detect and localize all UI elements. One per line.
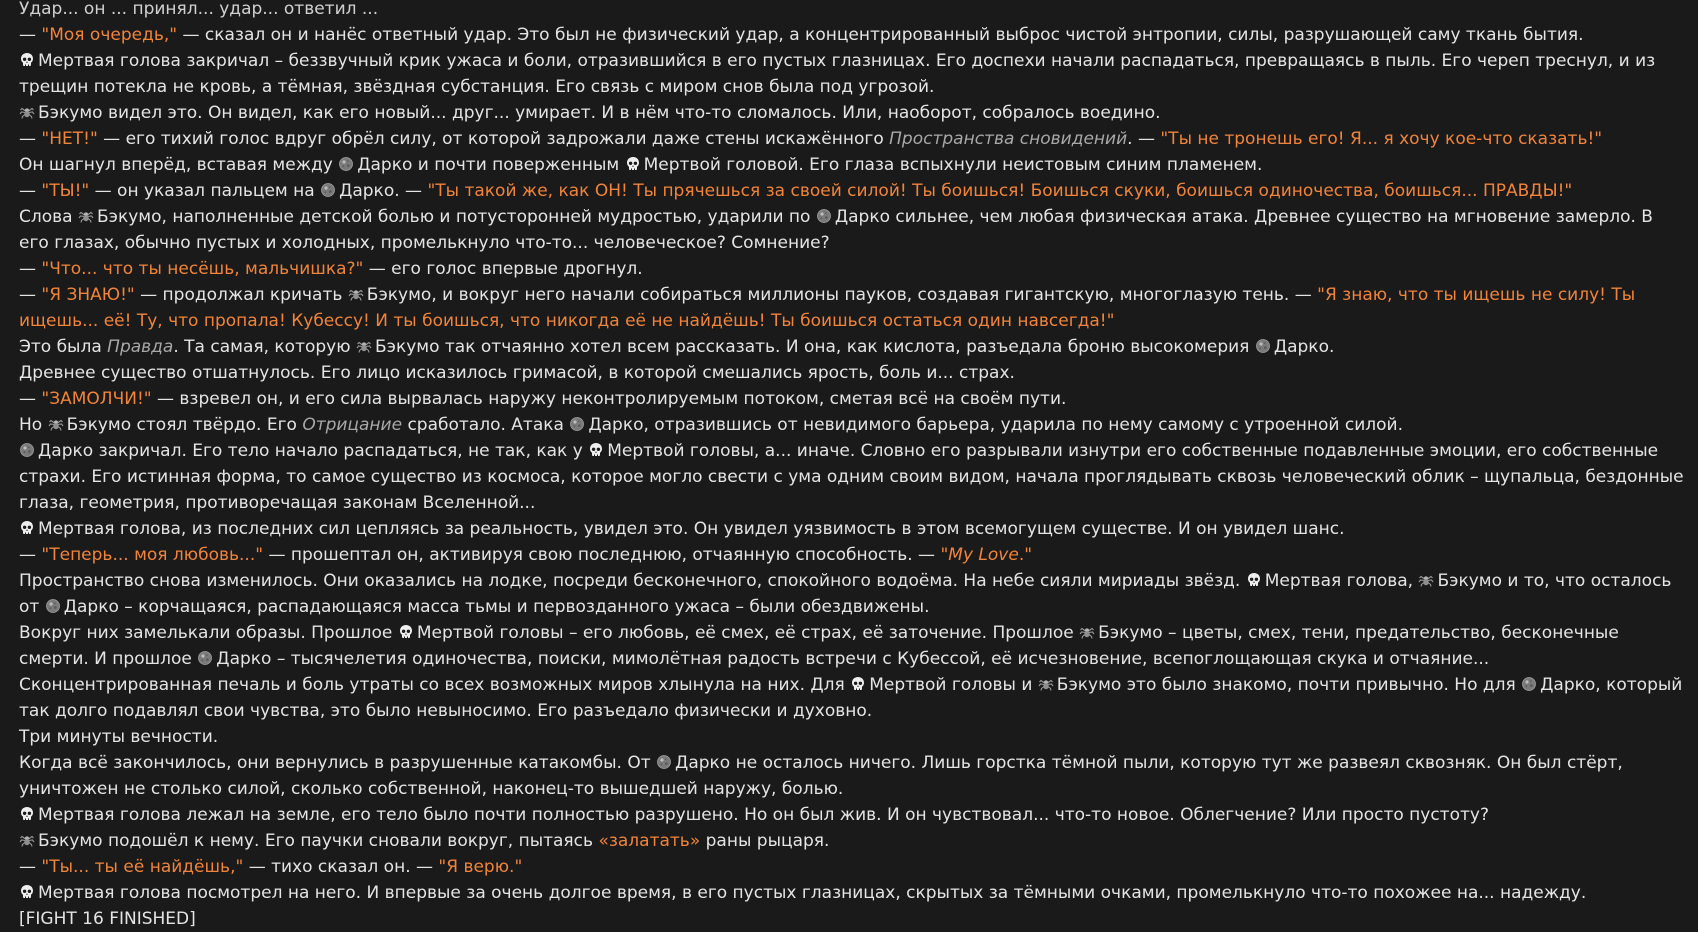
dialogue-quote: «залатать» — [598, 831, 701, 851]
narration-text: — взревел он, и его сила вырвалась наружу неконтролируемым потоком, сметая всё на своём пути. — [151, 389, 1067, 409]
orb-icon — [656, 754, 672, 770]
log-line — [19, 516, 1687, 542]
narration-text: Дарко закричал. Его тело начало распадаться, не так, как у — [38, 441, 589, 461]
dialogue-quote: "Ты не тронешь его! Я... я хочу кое-что сказать!" — [1160, 129, 1603, 149]
narration-text: Дарко – корчащаяся, распадающаяся масса тьмы и первозданного ужаса – были обездвижены. — [63, 597, 930, 617]
emphasis-term: Отрицание — [302, 415, 403, 435]
narration-text: Бэкумо, и вокруг него начали собираться миллионы пауков, создавая гигантскую, многоглазую тень. — — [366, 285, 1318, 305]
log-line — [19, 126, 1687, 152]
log-line — [19, 906, 1687, 932]
narration-text: — он указал пальцем на — [89, 181, 321, 201]
narration-text: — его голос впервые дрогнул. — [363, 259, 643, 279]
narration-text: — прошептал он, активируя свою последнюю, отчаянную способность. — — [263, 545, 941, 565]
dialogue-quote: " — [940, 545, 949, 565]
narration-text: — тихо сказал он. — — [243, 857, 439, 877]
skull-icon — [1246, 572, 1262, 588]
dialogue-quote: "Я знаю, что ты ищешь не силу! Ты ищешь... её! Ту, что пропала! Кубессу! И ты боишься, что никогда её не найдёшь! Ты боишься остаться один навсегда!" — [19, 285, 1636, 331]
narration-text: — — [19, 857, 42, 877]
narration-text: — — [19, 285, 42, 305]
narration-text: — продолжал кричать — [134, 285, 348, 305]
narration-text: Сконцентрированная печаль и боль утраты со всех возможных миров хлынула на них. Для — [19, 675, 851, 695]
dialogue-quote: "ТЫ!" — [41, 181, 90, 201]
log-line — [19, 204, 1687, 256]
narration-text: Дарко и почти поверженным — [357, 155, 625, 175]
spider-icon — [1079, 624, 1095, 640]
orb-icon — [320, 182, 336, 198]
narration-text: Дарко, отразившись от невидимого барьера, ударила по нему самому с утроенной силой. — [588, 415, 1403, 435]
narration-text: Три минуты вечности. — [19, 727, 219, 747]
dialogue-quote: "Я верю." — [438, 857, 523, 877]
chat-log — [19, 0, 1687, 932]
narration-text: Бэкумо подошёл к нему. Его паучки сновали вокруг, пытаясь — [38, 831, 599, 851]
log-line — [19, 620, 1687, 672]
narration-text: Бэкумо – цветы, смех, тени, предательство, бесконечные смерти. И прошлое — [19, 623, 1619, 669]
log-line — [19, 828, 1687, 854]
narration-text: раны рыцаря. — [700, 831, 830, 851]
log-line — [19, 256, 1687, 282]
narration-text: Бэкумо и то, что осталось от — [19, 571, 1672, 617]
emphasis-term: Пространства сновидений — [889, 129, 1128, 149]
narration-text: Мертвой головы – его любовь, её смех, её страх, её заточение. Прошлое — [416, 623, 1080, 643]
dialogue-quote: "Что... что ты несёшь, мальчишка?" — [41, 259, 364, 279]
log-line — [19, 568, 1687, 620]
narration-text: Мертвой головой. Его глаза вспыхнули неистовым синим пламенем. — [643, 155, 1263, 175]
log-line — [19, 48, 1687, 100]
skull-icon — [398, 624, 414, 640]
spider-icon — [78, 208, 94, 224]
narration-text: Мертвой головы, а... иначе. Словно его разрывали изнутри его собственные подавленные эмоции, его собственные страхи. Его истинная форма, то самое существо из космоса, которое могло свести с ума одним своим видом, начала проглядывать сквозь человеческий облик – щупальца, бездонные глаза, геометрия, противоречащая законам Вселенной... — [19, 441, 1684, 513]
spider-icon — [356, 338, 372, 354]
orb-icon — [19, 442, 35, 458]
spider-icon — [48, 416, 64, 432]
dialogue-quote: "Ты... ты её найдёшь," — [41, 857, 244, 877]
log-line — [19, 178, 1687, 204]
narration-text: Когда всё закончилось, они вернулись в разрушенные катакомбы. От — [19, 753, 657, 773]
narration-text: Дарко – тысячелетия одиночества, поиски, мимолётная радость встречи с Кубессой, её исчезновение, всепоглощающая скука и отчаяние... — [216, 649, 1490, 669]
narration-text: — его тихий голос вдруг обрёл силу, от которой задрожали даже стены искажённого — [97, 129, 890, 149]
orb-icon — [569, 416, 585, 432]
narration-text: — — [19, 25, 42, 45]
log-line — [19, 750, 1687, 802]
narration-text: Древнее существо отшатнулось. Его лицо исказилось гримасой, в которой смешались ярость, боль и... страх. — [19, 363, 1015, 383]
narration-text: Мертвая голова, из последних сил цепляясь за реальность, увидел это. Он увидел уязвимость в этом всемогущем существе. И он увидел шанс. — [38, 519, 1345, 539]
narration-text: Мертвая голова посмотрел на него. И впервые за очень долгое время, в его пустых глазницах, скрытых за тёмными очками, промелькнуло что-то похожее на... надежду. — [38, 883, 1587, 903]
orb-icon — [816, 208, 832, 224]
narration-text: . Та самая, которую — [173, 337, 356, 357]
narration-text: Но — [19, 415, 48, 435]
log-line — [19, 152, 1687, 178]
skull-icon — [19, 52, 35, 68]
log-line — [19, 542, 1687, 568]
narration-text: Дарко. — — [339, 181, 428, 201]
narration-text: Бэкумо видел это. Он видел, как его новый... друг... умирает. И в нём что-то сломалось. Или, наоборот, собралось воедино. — [38, 103, 1161, 123]
log-line — [19, 360, 1687, 386]
log-line — [19, 802, 1687, 828]
narration-text: Бэкумо так отчаянно хотел всем рассказать. И она, как кислота, разъедала броню высокомерия — [374, 337, 1255, 357]
narration-text: Мертвая голова лежал на земле, его тело было почти полностью разрушено. Но он был жив. И он чувствовал... что-то новое. Облегчение? Или просто пустоту? — [38, 805, 1489, 825]
emphasis-term: Правда — [107, 337, 174, 357]
narration-text: — — [19, 259, 42, 279]
log-line — [19, 386, 1687, 412]
log-line — [19, 854, 1687, 880]
dialogue-quote: ." — [1018, 545, 1033, 565]
dialogue-quote: "Теперь... моя любовь..." — [41, 545, 264, 565]
orb-icon — [45, 598, 61, 614]
narration-text: Он шагнул вперёд, вставая между — [19, 155, 339, 175]
narration-text: Дарко. — [1273, 337, 1335, 357]
skull-icon — [19, 806, 35, 822]
narration-text: Бэкумо это было знакомо, почти привычно. Но для — [1056, 675, 1522, 695]
narration-text: Бэкумо, наполненные детской болью и потусторонней мудростью, ударили по — [96, 207, 816, 227]
narration-text: Мертвой головы и — [869, 675, 1038, 695]
log-line — [19, 672, 1687, 724]
orb-icon — [338, 156, 354, 172]
orb-icon — [1255, 338, 1271, 354]
narration-text: — — [19, 389, 42, 409]
log-line — [19, 412, 1687, 438]
dialogue-quote: "Ты такой же, как ОН! Ты прячешься за своей силой! Ты боишься! Боишься скуки, боишься одиночества, боишься... ПРАВДЫ!" — [427, 181, 1573, 201]
narration-text: . — — [1127, 129, 1161, 149]
narration-text: — — [19, 545, 42, 565]
spider-icon — [1038, 676, 1054, 692]
narration-text: Дарко сильнее, чем любая физическая атака. Древнее существо на мгновение замерло. В его глазах, обычно пустых и холодных, промелькнуло что-то... человеческое? Сомнение? — [19, 207, 1653, 253]
dialogue-quote: "НЕТ!" — [41, 129, 98, 149]
log-line — [19, 880, 1687, 906]
narration-text: — — [19, 181, 42, 201]
log-line — [19, 100, 1687, 126]
narration-text: Вокруг них замелькали образы. Прошлое — [19, 623, 398, 643]
orb-icon — [1521, 676, 1537, 692]
narration-text: сработало. Атака — [402, 415, 570, 435]
narration-text: Мертвая голова закричал – беззвучный крик ужаса и боли, отразившийся в его пустых глазницах. Его доспехи начали распадаться, превращаясь в пыль. Его череп треснул, и из трещин потекла не кровь, а тёмная, звёздная субстанция. Его связь с миром снов была под угрозой. — [19, 51, 1656, 97]
dialogue-quote: "Я ЗНАЮ!" — [41, 285, 135, 305]
skull-icon — [19, 884, 35, 900]
log-line — [19, 282, 1687, 334]
skull-icon — [588, 442, 604, 458]
dialogue-quote: "ЗАМОЛЧИ!" — [41, 389, 152, 409]
narration-text: [FIGHT 16 FINISHED] — [19, 909, 196, 929]
spider-icon — [1418, 572, 1434, 588]
narration-text: Дарко, который так долго подавлял свои чувства, это было невыносимо. Его разъедало физически и духовно. — [19, 675, 1683, 721]
narration-text: Это была — [19, 337, 108, 357]
log-line — [19, 22, 1687, 48]
dialogue-quote: "Моя очередь," — [41, 25, 178, 45]
log-line — [19, 724, 1687, 750]
log-line — [19, 334, 1687, 360]
ability-name: My Love — [948, 545, 1019, 565]
skull-icon — [19, 520, 35, 536]
narration-text: Пространство снова изменилось. Они оказались на лодке, посреди бесконечного, спокойного водоёма. На небе сияли мириады звёзд. — [19, 571, 1246, 591]
skull-icon — [625, 156, 641, 172]
log-line — [19, 438, 1687, 516]
orb-icon — [197, 650, 213, 666]
narration-text: Дарко не осталось ничего. Лишь горстка тёмной пыли, которую тут же развеял сквозняк. Он был стёрт, уничтожен не столько силой, сколько собственной, наконец-то вышедшей наружу, болью. — [19, 753, 1623, 799]
narration-text: Удар... он ... принял... удар... ответил ... — [19, 0, 379, 19]
spider-icon — [348, 286, 364, 302]
spider-icon — [19, 104, 35, 120]
narration-text: — — [19, 129, 42, 149]
narration-text: Мертвая голова, — [1264, 571, 1419, 591]
narration-text: Слова — [19, 207, 78, 227]
narration-text: — сказал он и нанёс ответный удар. Это был не физический удар, а концентрированный выброс чистой энтропии, силы, разрушающей саму ткань бытия. — [177, 25, 1584, 45]
spider-icon — [19, 832, 35, 848]
skull-icon — [850, 676, 866, 692]
log-line — [19, 0, 1687, 22]
narration-text: Бэкумо стоял твёрдо. Его — [66, 415, 303, 435]
